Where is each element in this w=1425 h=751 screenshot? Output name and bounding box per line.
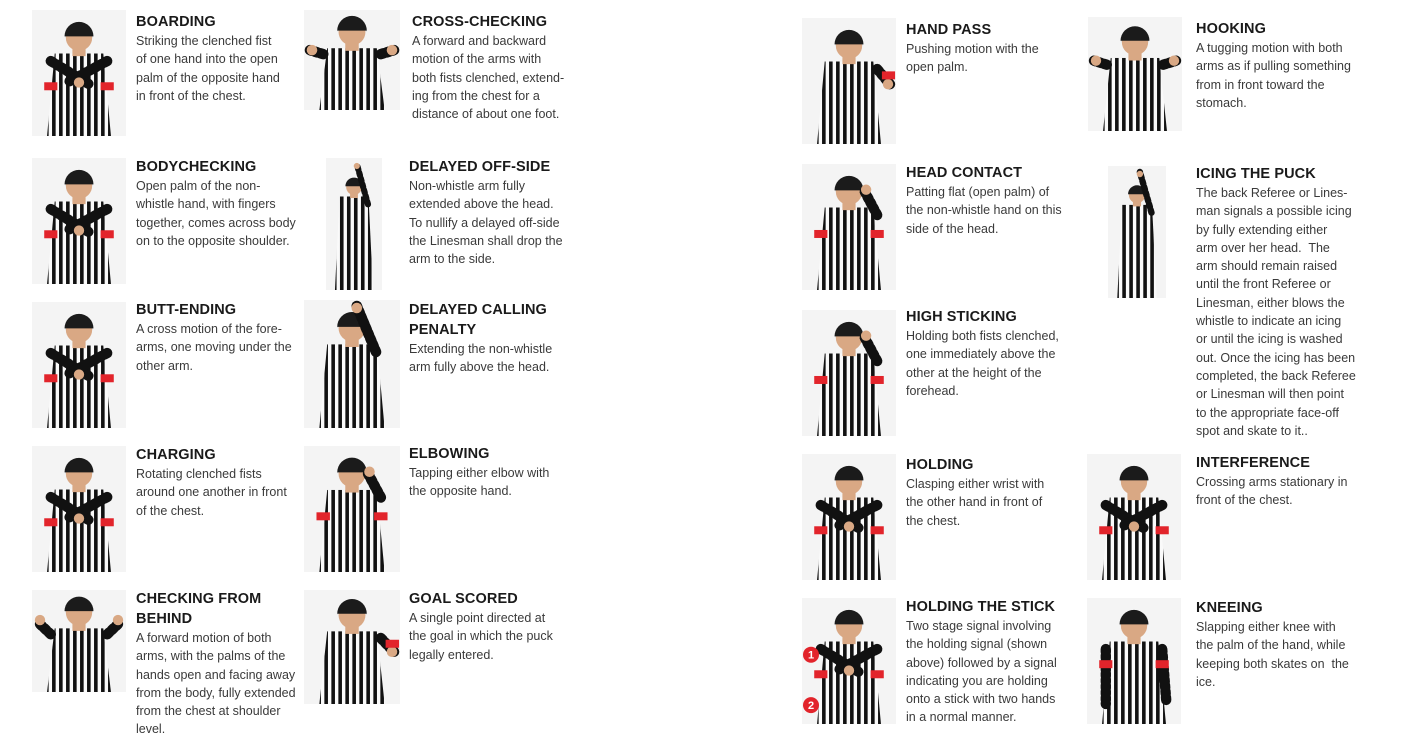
signal-title: DELAYED OFF-SIDE (409, 159, 551, 175)
signal-title: BUTT-ENDING (136, 302, 237, 318)
cross-checking-pose-photo (304, 10, 400, 110)
holding-the-stick-pose-photo (802, 598, 896, 724)
referee-figure-icon (1088, 17, 1182, 131)
referee-figure-icon (304, 10, 400, 110)
signal-title: HAND PASS (906, 22, 992, 38)
referee-figure-icon (32, 158, 126, 284)
signal-description: Holding both fists clenched, one immediately above the other at the height of the forehead. (906, 329, 1059, 398)
referee-figure-icon (802, 18, 896, 144)
signal-description: Rotating clenched fists around one another in front of the chest. (136, 467, 287, 518)
signal-description: Striking the clenched fist of one hand into the open palm of the opposite hand in front of the chest. (136, 34, 280, 103)
signal-description: Clasping either wrist with the other hand in front of the chest. (906, 477, 1045, 528)
hooking-pose-photo (1088, 17, 1182, 131)
elbowing-pose-photo (304, 446, 400, 572)
referee-figure-icon (802, 310, 896, 436)
signal-title: ELBOWING (409, 446, 490, 462)
boarding-pose-photo (32, 10, 126, 136)
referee-figure-icon (326, 158, 382, 290)
signal-title: GOAL SCORED (409, 591, 518, 607)
signal-title: CHARGING (136, 447, 216, 463)
referee-figure-icon (802, 454, 896, 580)
holding-pose-photo (802, 454, 896, 580)
arm-up-pose-photo (326, 158, 382, 290)
signal-description: A forward motion of both arms, with the palms of the hands open and facing away from the body, fully extended from the chest at shoulder level. (136, 631, 296, 737)
arm-up-pose-photo (1108, 166, 1166, 298)
high-sticking-pose-photo (802, 310, 896, 436)
referee-figure-icon (304, 590, 400, 704)
referee-figure-icon (1108, 166, 1166, 298)
referee-figure-icon (802, 164, 896, 290)
signal-title: HOLDING THE STICK (906, 599, 1056, 615)
signal-title: HIGH STICKING (906, 309, 1017, 325)
signal-description: Open palm of the non- whistle hand, with fingers together, comes across body on to the opposite shoulder. (136, 179, 296, 248)
goal-scored-pose-photo (304, 590, 400, 704)
interference-pose-photo (1087, 454, 1181, 580)
signal-description: Slapping either knee with the palm of the hand, while keeping both skates on the ice. (1196, 620, 1349, 689)
svg-text:1: 1 (807, 649, 815, 662)
signal-description: Crossing arms stationary in front of the chest. (1196, 475, 1348, 508)
signal-description: Pushing motion with the open palm. (906, 42, 1039, 75)
signal-description: A forward and backward motion of the arms with both fists clenched, extend- ing from the chest for a distance of about one foot. (412, 34, 565, 122)
signal-title: KNEEING (1196, 600, 1263, 616)
referee-figure-icon (32, 446, 126, 572)
signal-description: Extending the non-whistle arm fully above the head. (409, 342, 553, 375)
signal-description: Patting flat (open palm) of the non-whistle hand on this side of the head. (906, 185, 1062, 236)
signal-description: Non-whistle arm fully extended above the head. To nullify a delayed off-side the Linesman shall drop the arm to the side. (409, 179, 563, 267)
signal-description: The back Referee or Lines- man signals a possible icing by fully extending either arm over her head. The arm should remain raised until the front Referee or Linesman, either blows the whistle to indicate an icing or until the icing is washed out. Once the icing has been completed, the back Referee or Linesman will then point to the appropriate face-off spot and skate to it.. (1196, 186, 1356, 438)
arm-up-pose-photo (304, 300, 400, 428)
referee-figure-icon (32, 10, 126, 136)
signal-description: A cross motion of the fore- arms, one moving under the other arm. (136, 322, 292, 373)
signal-description: A tugging motion with both arms as if pulling something from in front toward the stomach. (1196, 41, 1351, 110)
step-1-badge (803, 647, 819, 663)
hand-pass-pose-photo (802, 18, 896, 144)
signal-description: Tapping either elbow with the opposite hand. (409, 466, 550, 499)
svg-text:2: 2 (807, 700, 815, 713)
kneeing-pose-photo (1087, 598, 1181, 724)
signal-title: HEAD CONTACT (906, 165, 1023, 181)
step-2-badge (803, 697, 819, 713)
signal-description: Two stage signal involving the holding signal (shown above) followed by a signal indicating you are holding onto a stick with two hands in a normal manner. (906, 619, 1057, 725)
signal-title: INTERFERENCE (1196, 455, 1310, 471)
signal-title: BOARDING (136, 14, 216, 30)
referee-figure-icon (304, 446, 400, 572)
referee-figure-icon (1087, 454, 1181, 580)
signal-title: DELAYED CALLING PENALTY (409, 302, 547, 338)
signal-title: CROSS-CHECKING (412, 14, 548, 30)
head-contact-pose-photo (802, 164, 896, 290)
referee-figure-icon (32, 302, 126, 428)
signal-description: A single point directed at the goal in which the puck legally entered. (409, 611, 553, 662)
bodychecking-pose-photo (32, 158, 126, 284)
signal-title: HOOKING (1196, 21, 1266, 37)
referee-figure-icon (802, 598, 896, 724)
signal-title: CHECKING FROM BEHIND (136, 591, 262, 627)
referee-figure-icon (304, 300, 400, 428)
checking-from-behind-pose-photo (32, 590, 126, 692)
butt-ending-pose-photo (32, 302, 126, 428)
signal-title: ICING THE PUCK (1196, 166, 1316, 182)
charging-pose-photo (32, 446, 126, 572)
referee-figure-icon (32, 590, 126, 692)
referee-figure-icon (1087, 598, 1181, 724)
signal-title: HOLDING (906, 457, 974, 473)
signal-title: BODYCHECKING (136, 159, 257, 175)
